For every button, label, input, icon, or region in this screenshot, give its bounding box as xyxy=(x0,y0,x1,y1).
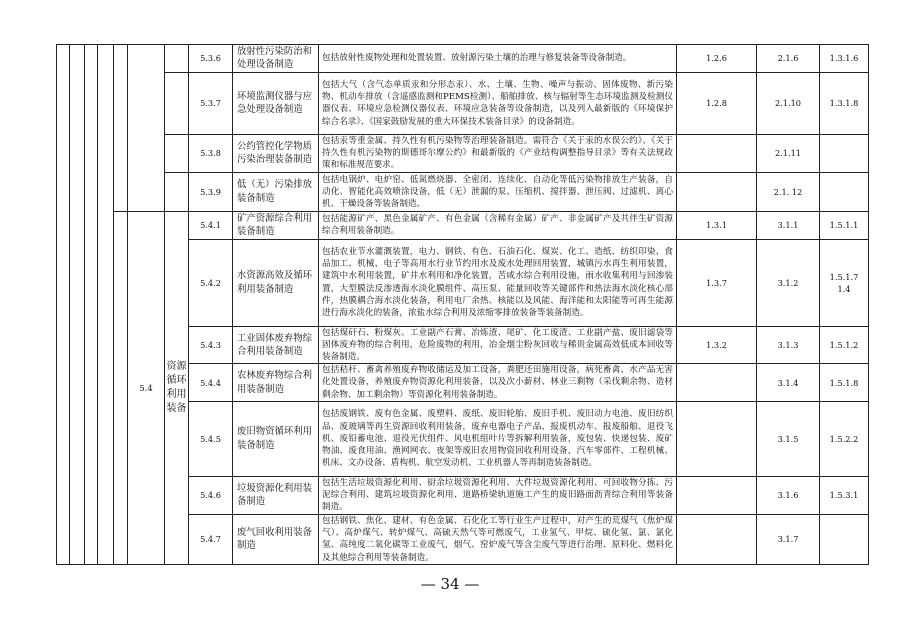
item-description: 包括电锅炉、电炉窑、低氮燃烧器、全密闭、连续化、自动化等低污染物排放生产装备，自动化、智能化高效喷涂设备，低（无）泄漏的泵、压缩机、搅拌器、泄压阀、过滤机、离心机、干燥设备等装备制造。 xyxy=(319,172,677,211)
catalog-table xyxy=(56,44,869,565)
ref-col-1: 1.3.2 xyxy=(677,326,757,364)
ref-col-2: 2.1. 12 xyxy=(757,172,820,211)
item-description: 包括农业节水灌溉装置，电力、钢铁、有色、石油石化、煤炭、化工、造纸、纺织印染、食品加工、机械、电子等高用水行业节约用水及废水处理回用装置，城镇污水再生利用装置，建筑中水利用装置，矿井水利用和净化装置，苦咸水综合利用设施，雨水收集利用与回渗装置，大型膜法反渗透海水淡化膜组件、高压泵、能量回收等关键部件和热法海水淡化核心部件，热膜耦合海水淡化装备，利用电厂余热、核能以及风能、海洋能和太阳能等可再生能源进行海水淡化的装备，浓盐水综合利用及浓缩零排放装备等装备制造。 xyxy=(319,239,677,326)
item-description: 包括秸秆、畜禽养殖废弃物收储运及加工设备，粪肥还田施用设备，病死畜禽、水产品无害化处置设备，养殖废弃物资源化利用装备，以及次小薪材、林业三剩物（采伐剩余物、造材剩余物、加工剩余物）等资源化利用装备制造。 xyxy=(319,364,677,402)
ref-col-1 xyxy=(677,364,757,402)
document-page xyxy=(56,44,868,565)
item-description: 包括大气（含气态单质汞和分形态汞）、水、土壤、生物、噪声与振动、固体废物、新污染物、机动车排放（含遥感监测和PEMS检测）、船舶排放、核与辐射等生态环境监测及检测仪器仪表、环境应急检测仪器仪表、环境应急装备等设备制造，以及列入最新版的《环境保护综合名录》、《国家鼓励发展的重大环保技术装备目录》的设备制造。 xyxy=(319,72,677,134)
item-name: 工业固体废弃物综合利用装备制造 xyxy=(233,326,319,364)
item-name: 水资源高效及循环利用装备制造 xyxy=(233,239,319,326)
ref-col-3: 1.5.1.8 xyxy=(820,364,869,402)
item-code: 5.4.2 xyxy=(189,239,233,326)
page-number: — 34 — xyxy=(420,575,480,593)
item-code: 5.3.7 xyxy=(189,72,233,134)
ref-col-1: 1.2.8 xyxy=(677,72,757,134)
item-description: 包括煤矸石、粉煤灰、工业副产石膏、冶炼渣、尾矿、化工废渣、工业副产盐、废旧滤袋等固体废弃物的综合利用，危险废物的利用，冶金烟尘粉灰回收与稀贵金属高效低成本回收等装备制造。 xyxy=(319,326,677,364)
item-description: 包括汞等重金属、持久性有机污染物等治理装备制造。需符合《关于汞的水俣公约》、《关于持久性有机污染物的斯德哥尔摩公约》和最新版的《产业结构调整指导目录》等有关法规政策和标准规范要求。 xyxy=(319,134,677,172)
item-code: 5.4.7 xyxy=(189,514,233,564)
ref-col-2: 3.1.6 xyxy=(757,476,820,514)
table-row xyxy=(57,72,869,134)
ref-col-2: 3.1.7 xyxy=(757,514,820,564)
item-name: 低（无）污染排放装备制造 xyxy=(233,172,319,211)
ref-col-1: 1.3.1 xyxy=(677,211,757,239)
ref-col-3 xyxy=(820,514,869,564)
ref-col-2: 3.1.2 xyxy=(757,239,820,326)
item-code: 5.4.4 xyxy=(189,364,233,402)
ref-col-1 xyxy=(677,172,757,211)
ref-col-2: 3.1.5 xyxy=(757,401,820,476)
item-code: 5.4.1 xyxy=(189,211,233,239)
ref-col-2: 2.1.10 xyxy=(757,72,820,134)
table-row xyxy=(57,45,869,73)
ref-col-3: 1.3.1.8 xyxy=(820,72,869,134)
ref-col-1 xyxy=(677,476,757,514)
item-name: 农林废弃物综合利用装备制造 xyxy=(233,364,319,402)
ref-col-2: 2.1.11 xyxy=(757,134,820,172)
item-name: 废气回收利用装备制造 xyxy=(233,514,319,564)
table-row xyxy=(57,211,869,239)
ref-col-1 xyxy=(677,401,757,476)
ref-col-3 xyxy=(820,172,869,211)
item-description: 包括钢铁、焦化、建材、有色金属、石化化工等行业生产过程中，对产生的荒煤气（焦炉煤气）、高炉煤气、转炉煤气、高硫天然气等可燃废气，工业氢气、甲烷、硫化氢、氯、氯化氢、高纯度二氧化碳等工业废气，烟气、窑炉废气等含尘废气等进行治理、原料化、燃料化及其他综合利用等装备制造。 xyxy=(319,514,677,564)
ref-col-1: 1.2.6 xyxy=(677,45,757,73)
ref-col-1 xyxy=(677,134,757,172)
ref-col-2: 3.1.3 xyxy=(757,326,820,364)
section-code: 5.4 xyxy=(128,211,165,564)
item-code: 5.4.3 xyxy=(189,326,233,364)
ref-col-2: 3.1.4 xyxy=(757,364,820,402)
ref-col-3: 1.5.3.1 xyxy=(820,476,869,514)
ref-col-1 xyxy=(677,514,757,564)
item-description: 包括废钢铁、废有色金属、废塑料、废纸、废旧轮胎、废旧手机、废旧动力电池、废旧纺织品、废玻璃等再生资源回收利用装备，废弃电器电子产品、报废机动车、报废船舶、退役飞机、废铅蓄电池、退役光伏组件、风电机组叶片等拆解利用装备，废包装、快递包装、废矿物油、废食用油、渔网网衣、夜架等废旧农用物资回收利用设备，汽车零部件、工程机械、机床、文办设备、盾构机、航空发动机、工业机器人等再制造装备制造。 xyxy=(319,401,677,476)
ref-col-3: 1.5.1.1 xyxy=(820,211,869,239)
section-name: 资源循环利用装备 xyxy=(165,211,189,564)
ref-col-3: 1.3.1.6 xyxy=(820,45,869,73)
ref-col-1: 1.3.7 xyxy=(677,239,757,326)
ref-col-3: 1.5.2.2 xyxy=(820,401,869,476)
item-code: 5.3.8 xyxy=(189,134,233,172)
item-name: 放射性污染防治和处理设备制造 xyxy=(233,45,319,73)
ref-col-3 xyxy=(820,134,869,172)
item-description: 包括放射性废物处理和处置装置、放射源污染土壤的治理与修复装备等设备制造。 xyxy=(319,45,677,73)
item-code: 5.4.6 xyxy=(189,476,233,514)
item-description: 包括生活垃圾资源化利用、厨余垃圾资源化利用、大件垃圾资源化利用、可回收物分拣、污泥综合利用、建筑垃圾资源化利用、道路桥梁轨道施工产生的废旧路面沥青综合利用等装备制造。 xyxy=(319,476,677,514)
ref-col-3: 1.5.1.7 1.4 xyxy=(820,239,869,326)
item-description: 包括能源矿产、黑色金属矿产、有色金属（含稀有金属）矿产、非金属矿产及共伴生矿资源综合利用装备制造。 xyxy=(319,211,677,239)
item-name: 废旧物资循环利用装备制造 xyxy=(233,401,319,476)
ref-col-2: 3.1.1 xyxy=(757,211,820,239)
table-row xyxy=(57,172,869,211)
item-name: 环境监测仪器与应急处理设备制造 xyxy=(233,72,319,134)
item-code: 5.3.6 xyxy=(189,45,233,73)
item-code: 5.3.9 xyxy=(189,172,233,211)
table-row xyxy=(57,134,869,172)
ref-col-3: 1.5.1.2 xyxy=(820,326,869,364)
item-name: 公约管控化学物质污染治理装备制造 xyxy=(233,134,319,172)
item-name: 垃圾资源化利用装备制造 xyxy=(233,476,319,514)
ref-col-2: 2.1.6 xyxy=(757,45,820,73)
item-code: 5.4.5 xyxy=(189,401,233,476)
item-name: 矿产资源综合利用装备制造 xyxy=(233,211,319,239)
